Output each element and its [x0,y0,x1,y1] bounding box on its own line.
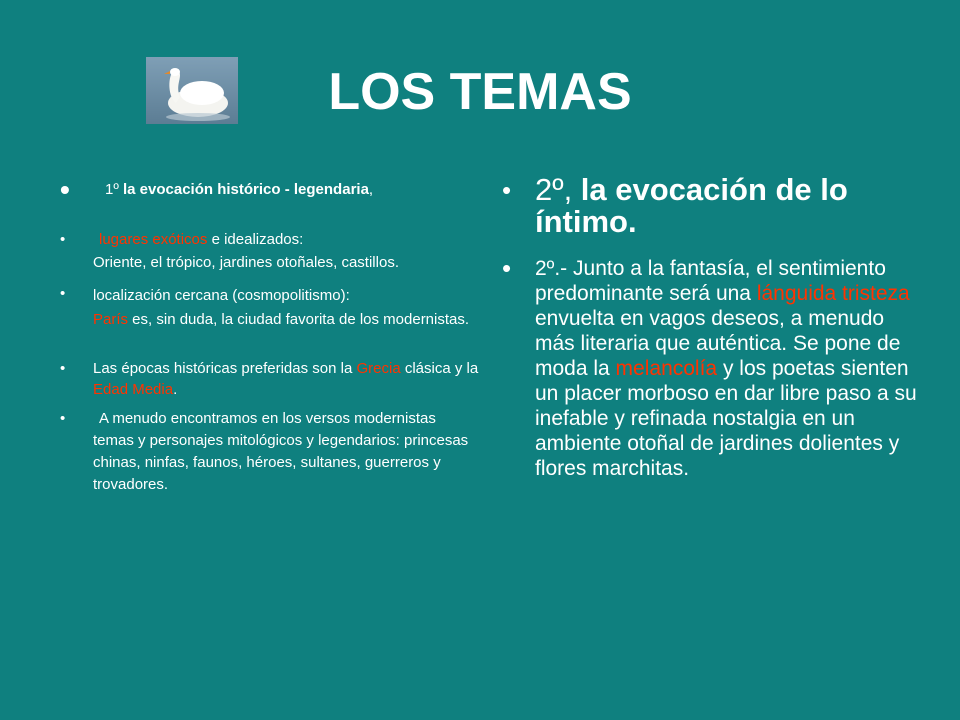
item-text: es, sin duda, la ciudad favorita de los modernistas. [128,311,470,328]
bullet-icon: • [60,410,66,427]
right-body-paragraph [502,253,922,481]
bullet-icon: • [60,174,70,205]
left-item-historic-eras [60,358,480,400]
highlight-grecia: Grecia [356,360,401,377]
item-text: clásica y la [400,360,479,377]
body-text: 2º.- Junto a la fantasía, el sentimiento predominante será una [535,257,886,305]
bullet-icon: • [60,285,66,302]
item-text: localización cercana (cosmopolitismo): [93,287,350,304]
body-text: y los poetas sienten un placer morboso en dar libre paso a su inefable y refinada nostalgia en un ambiente otoñal de jardines dolientes y flores marchitas. [535,357,917,480]
bullet-icon: • [60,231,66,248]
heading-text: la evocación de lo íntimo. [535,172,848,239]
item-number: 1º [105,181,123,198]
right-heading-intimate [502,174,922,238]
left-item-historic-legendary [60,176,480,203]
highlight-melancolia: melancolía [615,357,718,380]
item-text: A menudo encontramos en los versos modernistas temas y personajes mitológicos y legendarios: princesas chinas, ninfas, faunos, héroes, sultanes, guerreros y trovadores. [93,410,469,493]
left-item-exotic-places [60,229,480,275]
left-item-nearby-location [60,283,480,330]
bullet-icon: • [502,253,512,283]
body-text: envuelta en vagos deseos, a menudo más literaria que auténtica. Se pone de moda la [535,307,901,380]
heading-number: 2º, [535,172,581,207]
highlight-edad-media: Edad Media [93,381,174,398]
left-column [60,176,480,496]
bullet-icon: • [502,175,512,205]
item-punct: , [368,181,374,198]
bullet-icon: • [60,360,66,377]
highlight-exotic-places: lugares exóticos [99,231,208,248]
highlight-languida-tristeza: lánguida tristeza [756,282,910,305]
item-text: . [173,381,178,398]
highlight-paris: París [93,311,129,328]
right-column [502,174,922,481]
item-text: e idealizados: [207,231,304,248]
left-item-mythological-themes [60,408,480,496]
item-heading: la evocación histórico - legendaria [123,181,369,198]
slide-title: LOS TEMAS [328,63,632,121]
item-text: Las épocas históricas preferidas son la [93,360,357,377]
item-text: Oriente, el trópico, jardines otoñales, castillos. [93,254,399,271]
